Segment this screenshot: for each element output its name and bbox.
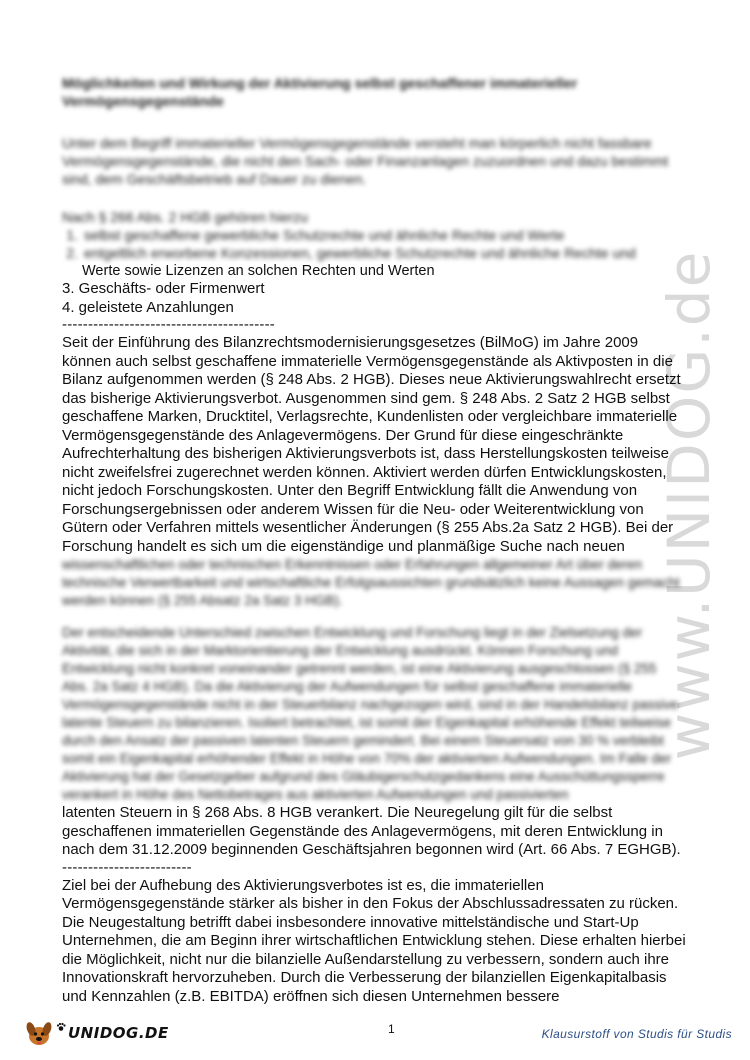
list-intro: Nach § 266 Abs. 2 HGB gehören hierzu	[62, 209, 308, 225]
logo-text: UNIDOG.DE	[68, 1024, 169, 1042]
paragraph-blurred: Der entscheidende Unterschied zwischen Entwicklung und Forschung liegt in der Zielsetzung der Aktivität, die sich in der Marktorientierung der Entwicklung ausdrückt. Können Forschung und Entwicklung nicht konkret voneinander getrennt werden, ist eine Aktivierung ausgeschlossen (§ 255 Abs. 2a Satz 4 HGB). Da die Aktivierung der Aufwendungen für selbst geschaffene immaterielle Vermögensgegenstände nicht in der Steuerbilanz nachgezogen wird, sind in der Handelsbilanz passive latente Steuern zu bilanzieren. Isoliert betrachtet, ist somit der Eigenkapital erhöhende Effekt teilweise durch den Ansatz der passiven latenten Steuern gemindert. Bei einem Steuersatz von 30 % verbleibt somit ein Eigenkapital erhöhender Effekt in Höhe von 70% der aktivierten Aufwendungen. Im Falle der Aktivierung hat der Gesetzgeber aufgrund des Gläubigerschutzgedankens eine Ausschüttungssperre verankert in Höhe des Nettobetrages aus aktivierten Aufwendungen und passivierten	[62, 625, 679, 802]
dog-icon	[24, 1018, 54, 1048]
list-item-continuation: Werte sowie Lizenzen an solchen Rechten und Werten	[82, 263, 435, 279]
document-content	[62, 74, 686, 1006]
unidog-logo[interactable]	[24, 1018, 169, 1048]
asset-list-visible	[62, 280, 686, 332]
list-item: 2. entgeltlich erworbene Konzessionen, gewerbliche Schutzrechte und ähnliche Rechte und	[82, 244, 686, 262]
separator: -----------------------------------------	[62, 316, 275, 333]
separator: -------------------------	[62, 858, 192, 876]
document-title: Möglichkeiten und Wirkung der Aktivierung selbst geschaffener immaterieller Vermögensgegenstände	[62, 75, 578, 109]
page-footer	[0, 1010, 750, 1060]
watermark: www.UNIDOG.de	[655, 249, 723, 761]
paragraph-steuern: latenten Steuern in § 268 Abs. 8 HGB verankert. Die Neuregelung gilt für die selbst geschaffenen immateriellen Gegenstände des Anlagevermögens, mit deren Entwicklung in nach dem 31.12.2009 beginnenden Geschäftsjahren begonnen wird (Art. 66 Abs. 7 EGHGB).	[62, 804, 681, 858]
footer-slogan: Klausurstoff von Studis für Studis	[541, 1027, 732, 1041]
paw-icon	[56, 1022, 66, 1032]
paragraph-bilmog: Seit der Einführung des Bilanzrechtsmodernisierungsgesetzes (BilMoG) im Jahre 2009 können auch selbst geschaffene immaterielle Vermögensgegenstände als Aktivposten in die Bilanz aufgenommen werden (§ 248 Abs. 2 HGB). Dieses neue Aktivierungswahlrecht ersetzt das bisherige Aktivierungsverbot. Ausgenommen sind gem. § 248 Abs. 2 Satz 2 HGB selbst geschaffene Marken, Drucktitel, Verlagsrechte, Kundenlisten oder vergleichbare immaterielle Vermögensgegenstände des Anlagevermögens. Der Grund für diese eingeschränkte Aufrechterhaltung des bisherigen Aktivierungsverbots ist, dass Herstellungskosten teilweise nicht zweifelsfrei zugerechnet werden können. Aktiviert werden dürfen Entwicklungskosten, nicht jedoch Forschungskosten. Unter den Begriff Entwicklung fällt die Anwendung von Forschungsergebnissen oder anderem Wissen für die Neu- oder Weiterentwicklung von Gütern oder Verfahren mittels wesentlicher Änderungen (§ 255 Abs.2a Satz 2 HGB). Bei der Forschung handelt es sich um die eigenständige und planmäßige Suche nach neuen	[62, 334, 681, 555]
asset-list-blurred	[62, 226, 686, 262]
list-item: 4. geleistete Anzahlungen	[62, 298, 234, 316]
paragraph-bilmog-tail: wissenschaftlichen oder technischen Erkenntnissen oder Erfahrungen allgemeiner Art über deren technische Verwertbarkeit und wirtschaftliche Erfolgsaussichten grundsätzlich keine Aussagen gemacht werden können (§ 255 Absatz 2a Satz 3 HGB).	[62, 557, 680, 608]
intro-paragraph: Unter dem Begriff immaterieller Vermögensgegenstände versteht man körperlich nicht fassbare Vermögensgegenstände, die nicht den Sach- oder Finanzanlagen zuzuordnen und dazu bestimmt sind, dem Geschäftsbetrieb auf Dauer zu dienen.	[62, 135, 669, 187]
list-item: 1. selbst geschaffene gewerbliche Schutzrechte und ähnliche Rechte und Werte	[82, 226, 686, 244]
page-number: 1	[388, 1022, 395, 1036]
paragraph-ziel: Ziel bei der Aufhebung des Aktivierungsverbotes ist es, die immateriellen Vermögensgegenstände stärker als bisher in den Fokus der Abschlussadressaten zu rücken. Die Neugestaltung betrifft dabei insbesondere innovative mittelständische und Start-Up Unternehmen, die am Beginn ihrer wirtschaftlichen Entwicklung stehen. Diese erhalten hierbei die Möglichkeit, nicht nur die bilanzielle Außendarstellung zu verbessern, sondern auch ihre Innovationskraft hervorzuheben. Durch die Verbesserung der bilanziellen Eigenkapitalbasis und Kennzahlen (z.B. EBITDA) eröffnen sich diesen Unternehmen bessere	[62, 876, 686, 1005]
list-item: 3. Geschäfts- oder Firmenwert	[62, 280, 265, 297]
